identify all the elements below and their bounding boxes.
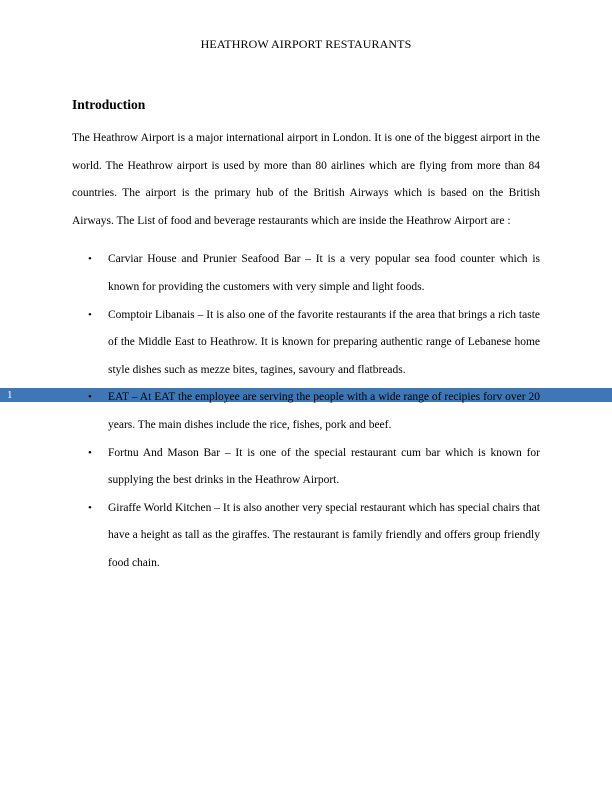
bullet-icon: • (88, 391, 92, 404)
list-item (72, 440, 540, 495)
list-item-text: Giraffe World Kitchen – It is also another very special restaurant which has special chairs that have a height as tall as the giraffes. The restaurant is family friendly and offers group friendly food chain. (108, 501, 540, 569)
list-item-text: Comptoir Libanais – It is also one of the favorite restaurants if the area that brings a rich taste of the Middle East to Heathrow. It is known for preparing authentic range of Lebanese home style dishes such as mezze bites, tagines, savoury and flatbreads. (108, 308, 540, 376)
section-heading: Introduction (72, 97, 146, 112)
intro-paragraph: The Heathrow Airport is a major international airport in London. It is one of the biggest airport in the world. The Heathrow airport is used by more than 80 airlines which are flying from more than 84 countries. The airport is the primary hub of the British Airways which is based on the British Airways. The List of food and beverage restaurants which are inside the Heathrow Airport are : (72, 132, 540, 227)
bullet-icon: • (88, 253, 92, 266)
page-number: 1 (7, 389, 13, 401)
list-item-text: Carviar House and Prunier Seafood Bar – It is a very popular sea food counter which is known for providing the customers with very simple and light foods. (108, 253, 540, 293)
restaurant-list (72, 246, 540, 577)
bullet-icon: • (88, 446, 92, 459)
list-item (72, 495, 540, 578)
running-header-title: HEATHROW AIRPORT RESTAURANTS (200, 37, 412, 51)
list-item (72, 302, 540, 385)
bullet-icon: • (88, 308, 92, 321)
list-item (72, 246, 540, 301)
list-item-text: Fortnu And Mason Bar – It is one of the special restaurant cum bar which is known for supplying the best drinks in the Heathrow Airport. (108, 446, 540, 487)
bullet-icon: • (88, 501, 92, 514)
list-item (72, 384, 540, 439)
document-body (72, 95, 540, 578)
list-item-text: EAT – At EAT the employee are serving the people with a wide range of recipies forv over 20 years. The main dishes include the rice, fishes, pork and beef. (108, 391, 540, 431)
